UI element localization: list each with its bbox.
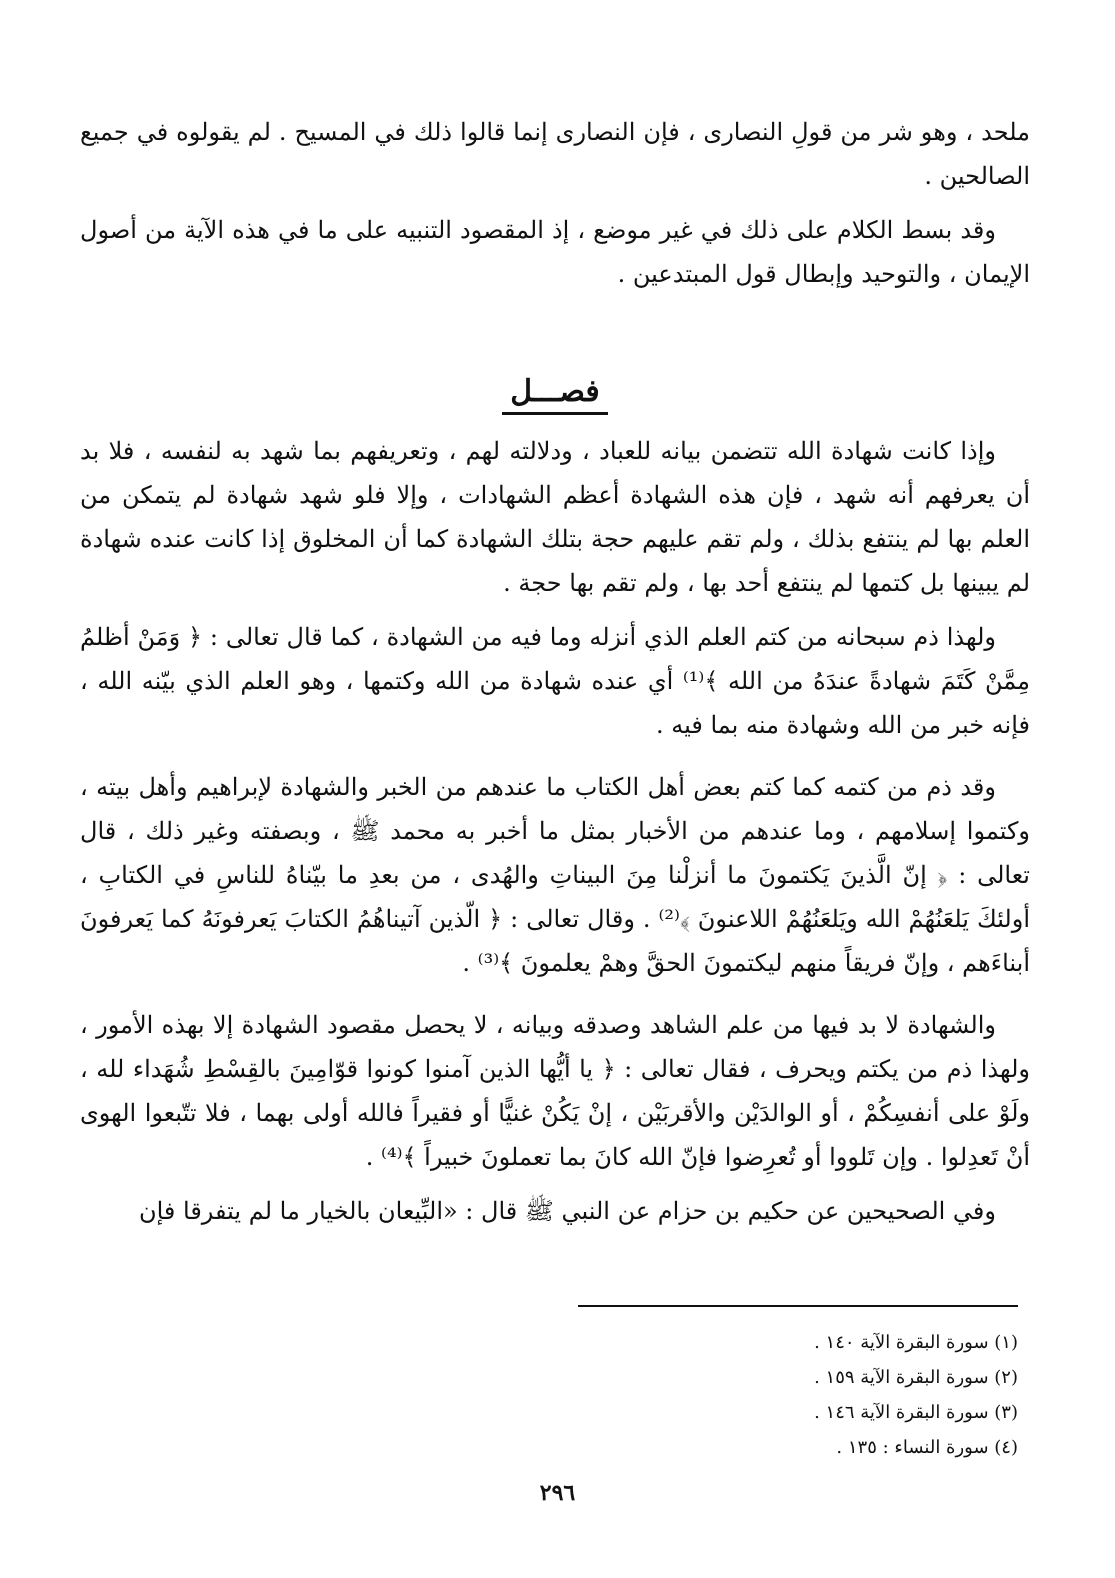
footnote: (٣) سورة البقرة الآية ١٤٦ . [814, 1402, 1018, 1423]
footnote: (٢) سورة البقرة الآية ١٥٩ . [814, 1367, 1018, 1388]
page-body [80, 110, 1030, 1233]
paragraph-continuation: ملحد ، وهو شر من قولِ النصارى ، فإن النصارى إنما قالوا ذلك في المسيح . لم يقولوه في جميع الصالحين . [80, 118, 1031, 190]
footnote: (٤) سورة النساء : ١٣٥ . [836, 1437, 1018, 1458]
section-heading [80, 372, 1030, 415]
paragraph: وقد ذم من كتمه كما كتم بعض أهل الكتاب ما عندهم من الخبر والشهادة لإبراهيم وأهل بيته ، وكتموا إسلامهم ، وما عندهم من الأخبار بمثل ما أخبر به محمد ﷺ ، وبصفته وغير ذلك ، قال تعالى : ﴿ إنّ الَّذينَ يَكتمونَ ما أنزلْنا مِنَ البيناتِ والهُدى ، من بعدِ ما بيّناهُ للناسِ في الكتابِ ، أولئكَ يَلعَنُهُمْ الله ويَلعَنُهُمْ اللاعنونَ ﴾⁽²⁾ . وقال تعالى : ﴿ الّذين آتيناهُمُ الكتابَ يَعرفونَهُ كما يَعرفونَ أبناءَهم ، وإنّ فريقاً منهم ليكتمونَ الحقَّ وهمْ يعلمونَ ﴾⁽³⁾ . [80, 773, 1030, 977]
paragraph: وفي الصحيحين عن حكيم بن حزام عن النبي ﷺ قال : «البِّيعان بالخيار ما لم يتفرقا فإن [138, 1197, 996, 1225]
page-number: ٢٩٦ [539, 1480, 576, 1506]
paragraph-conclusion: وقد بسط الكلام على ذلك في غير موضع ، إذ المقصود التنبيه على ما في هذه الآية من أصول الإيمان ، والتوحيد وإبطال قول المبتدعين . [80, 216, 1030, 288]
footnote-divider [578, 1305, 1018, 1307]
footnotes [578, 1305, 1018, 1465]
paragraph: وإذا كانت شهادة الله تتضمن بيانه للعباد ، ودلالته لهم ، وتعريفهم بما شهد به لنفسه ، فلا بد أن يعرفهم أنه شهد ، فإن هذه الشهادة أعظم الشهادات ، وإلا فلو شهد شهادة لم يتمكن من العلم بها لم ينتفع بذلك ، ولم تقم عليهم حجة بتلك الشهادة كما أن المخلوق إذا كانت عنده شهادة لم يبينها بل كتمها لم ينتفع أحد بها ، ولم تقم بها حجة . [80, 437, 1030, 597]
section-heading-text: فصـــل [502, 372, 607, 415]
paragraph: والشهادة لا بد فيها من علم الشاهد وصدقه وبيانه ، لا يحصل مقصود الشهادة إلا بهذه الأمور ، ولهذا ذم من يكتم ويحرف ، فقال تعالى : ﴿ يا أيُّها الذين آمنوا كونوا قوّامِينَ بالقِسْطِ شُهَداء لله ، ولَوْ على أنفسِكُمْ ، أو الوالدَيْن والأقربَيْن ، إنْ يَكُنْ غنيًّا أو فقيراً فالله أولى بهما ، فلا تتّبعوا الهوى أنْ تَعدِلوا . وإن تَلووا أو تُعرِضوا فإنّ الله كانَ بما تعملونَ خبيراً ﴾⁽⁴⁾ . [80, 1011, 1030, 1171]
paragraph: ولهذا ذم سبحانه من كتم العلم الذي أنزله وما فيه من الشهادة ، كما قال تعالى : ﴿ وَمَنْ أظلمُ مِمَّنْ كَتَمَ شهادةً عندَهُ من الله ﴾⁽¹⁾ أي عنده شهادة من الله وكتمها ، وهو العلم الذي بيّنه الله ، فإنه خبر من الله وشهادة منه بما فيه . [80, 623, 1030, 739]
footnote: (١) سورة البقرة الآية ١٤٠ . [814, 1332, 1018, 1353]
